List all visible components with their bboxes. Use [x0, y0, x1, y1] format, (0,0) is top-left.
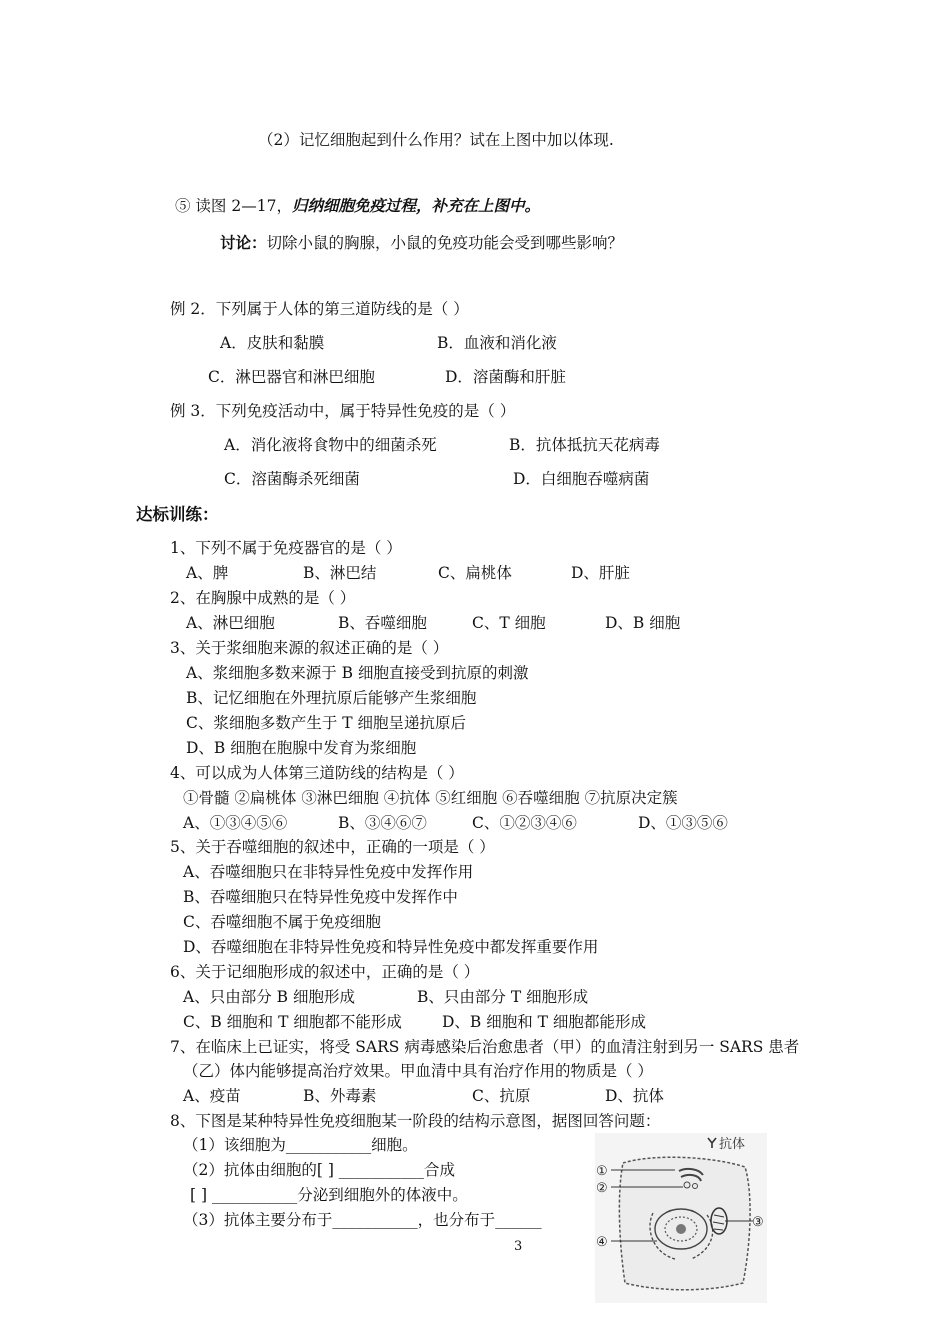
training-q7-option-c: C、抗原 [472, 1087, 531, 1105]
example-2-option-b: B．血液和消化液 [437, 334, 557, 352]
training-q7-stem-line2: （乙）体内能够提高治疗效果。甲血清中具有治疗作用的物质是（ ） [183, 1062, 653, 1080]
example-2-option-a: A．皮肤和黏膜 [220, 334, 325, 352]
training-q5-option-b: B、吞噬细胞只在特异性免疫中发挥作中 [183, 888, 458, 906]
example-3-option-d: D．白细胞吞噬病菌 [513, 470, 650, 488]
training-q3-option-a: A、浆细胞多数来源于 B 细胞直接受到抗原的刺激 [186, 664, 529, 682]
training-q6-option-a: A、只由部分 B 细胞形成 [183, 988, 355, 1006]
training-q8-stem: 8、下图是某种特异性免疫细胞某一阶段的结构示意图，据图回答问题： [170, 1112, 661, 1130]
example-2-stem: 例 2．下列属于人体的第三道防线的是（ ） [170, 300, 469, 318]
training-q1-stem: 1、下列不属于免疫器官的是（ ） [170, 539, 402, 557]
training-q6-stem: 6、关于记细胞形成的叙述中，正确的是（ ） [170, 963, 480, 981]
training-heading: 达标训练： [136, 505, 219, 524]
question-2-memory-cell: （2）记忆细胞起到什么作用？试在上图中加以体现. [258, 131, 614, 149]
discussion-line [220, 233, 623, 253]
example-3-option-c: C．溶菌酶杀死细菌 [224, 470, 360, 488]
training-q6-option-b: B、只由部分 T 细胞形成 [417, 988, 589, 1006]
training-q4-option-a: A、①③④⑤⑥ [183, 814, 288, 832]
question-5-prefix: ⑤ 读图 2—17， [175, 197, 292, 215]
example-2-option-d: D．溶菌酶和肝脏 [445, 368, 566, 386]
training-q3-option-c: C、浆细胞多数产生于 T 细胞呈递抗原后 [186, 714, 467, 732]
example-3-stem: 例 3．下列免疫活动中，属于特异性免疫的是（ ） [170, 402, 516, 420]
antibody-label: 抗体 [719, 1137, 746, 1152]
training-q3-option-d: D、B 细胞在胞腺中发育为浆细胞 [186, 739, 417, 757]
page-number: 3 [514, 1239, 523, 1254]
training-q7-option-d: D、抗体 [605, 1087, 664, 1105]
training-q5-option-c: C、吞噬细胞不属于免疫细胞 [183, 913, 381, 931]
training-q6-option-c: C、B 细胞和 T 细胞都不能形成 [183, 1013, 402, 1031]
training-q7-option-b: B、外毒素 [303, 1087, 377, 1105]
discussion-label: 讨论： [220, 234, 267, 252]
training-q6-option-d: D、B 细胞和 T 细胞都能形成 [442, 1013, 646, 1031]
discussion-text: 切除小鼠的胸腺，小鼠的免疫功能会受到哪些影响？ [266, 234, 624, 252]
training-q7-option-a: A、疫苗 [183, 1087, 241, 1105]
marker-2: ② [596, 1181, 608, 1196]
training-q2-option-c: C、T 细胞 [472, 614, 546, 632]
training-q5-stem: 5、关于吞噬细胞的叙述中，正确的一项是（ ） [170, 838, 495, 856]
plasma-cell-diagram [595, 1133, 767, 1303]
training-q2-option-d: D、B 细胞 [605, 614, 681, 632]
plasma-cell-figure [595, 1133, 767, 1303]
question-5-handwritten: 归纳细胞免疫过程，补充在上图中。 [291, 196, 540, 215]
training-q8-part-2-cont: [ ] ___________分泌到细胞外的体液中。 [190, 1186, 468, 1204]
example-3-option-b: B．抗体抵抗天花病毒 [509, 436, 660, 454]
question-5-cell-immunity [175, 196, 540, 216]
training-q8-part-2: （2）抗体由细胞的[ ] ___________合成 [183, 1161, 456, 1179]
example-3-option-a: A．消化液将食物中的细菌杀死 [224, 436, 437, 454]
training-q2-stem: 2、在胸腺中成熟的是（ ） [170, 589, 356, 607]
training-q7-stem-line1: 7、在临床上已证实，将受 SARS 病毒感染后治愈患者（甲）的血清注射到另一 SARS 患者 [170, 1038, 800, 1056]
example-2-option-c: C．淋巴器官和淋巴细胞 [208, 368, 375, 386]
training-q8-part-1: （1）该细胞为___________细胞。 [183, 1136, 418, 1154]
training-q3-stem: 3、关于浆细胞来源的叙述正确的是（ ） [170, 639, 449, 657]
training-q4-option-c: C、①②③④⑥ [472, 814, 577, 832]
training-q4-items: ①骨髓 ②扁桃体 ③淋巴细胞 ④抗体 ⑤红细胞 ⑥吞噬细胞 ⑦抗原决定簇 [183, 789, 678, 807]
training-q5-option-d: D、吞噬细胞在非特异性免疫和特异性免疫中都发挥重要作用 [183, 938, 599, 956]
training-q2-option-b: B、吞噬细胞 [338, 614, 427, 632]
training-q1-option-c: C、扁桃体 [438, 564, 512, 582]
training-q4-option-d: D、①③⑤⑥ [638, 814, 728, 832]
marker-1: ① [596, 1164, 608, 1179]
training-q1-option-d: D、肝脏 [571, 564, 630, 582]
training-q1-option-b: B、淋巴结 [303, 564, 377, 582]
training-q4-stem: 4、可以成为人体第三道防线的结构是（ ） [170, 764, 464, 782]
training-q5-option-a: A、吞噬细胞只在非特异性免疫中发挥作用 [183, 863, 474, 881]
training-q4-option-b: B、③④⑥⑦ [338, 814, 427, 832]
training-q8-part-3: （3）抗体主要分布于___________，也分布于______ [183, 1211, 542, 1229]
cell-membrane [619, 1157, 750, 1290]
marker-3: ③ [752, 1215, 764, 1230]
marker-4: ④ [596, 1235, 608, 1250]
training-q1-option-a: A、脾 [186, 564, 229, 582]
training-q2-option-a: A、淋巴细胞 [186, 614, 275, 632]
training-q3-option-b: B、记忆细胞在外理抗原后能够产生浆细胞 [186, 689, 477, 707]
